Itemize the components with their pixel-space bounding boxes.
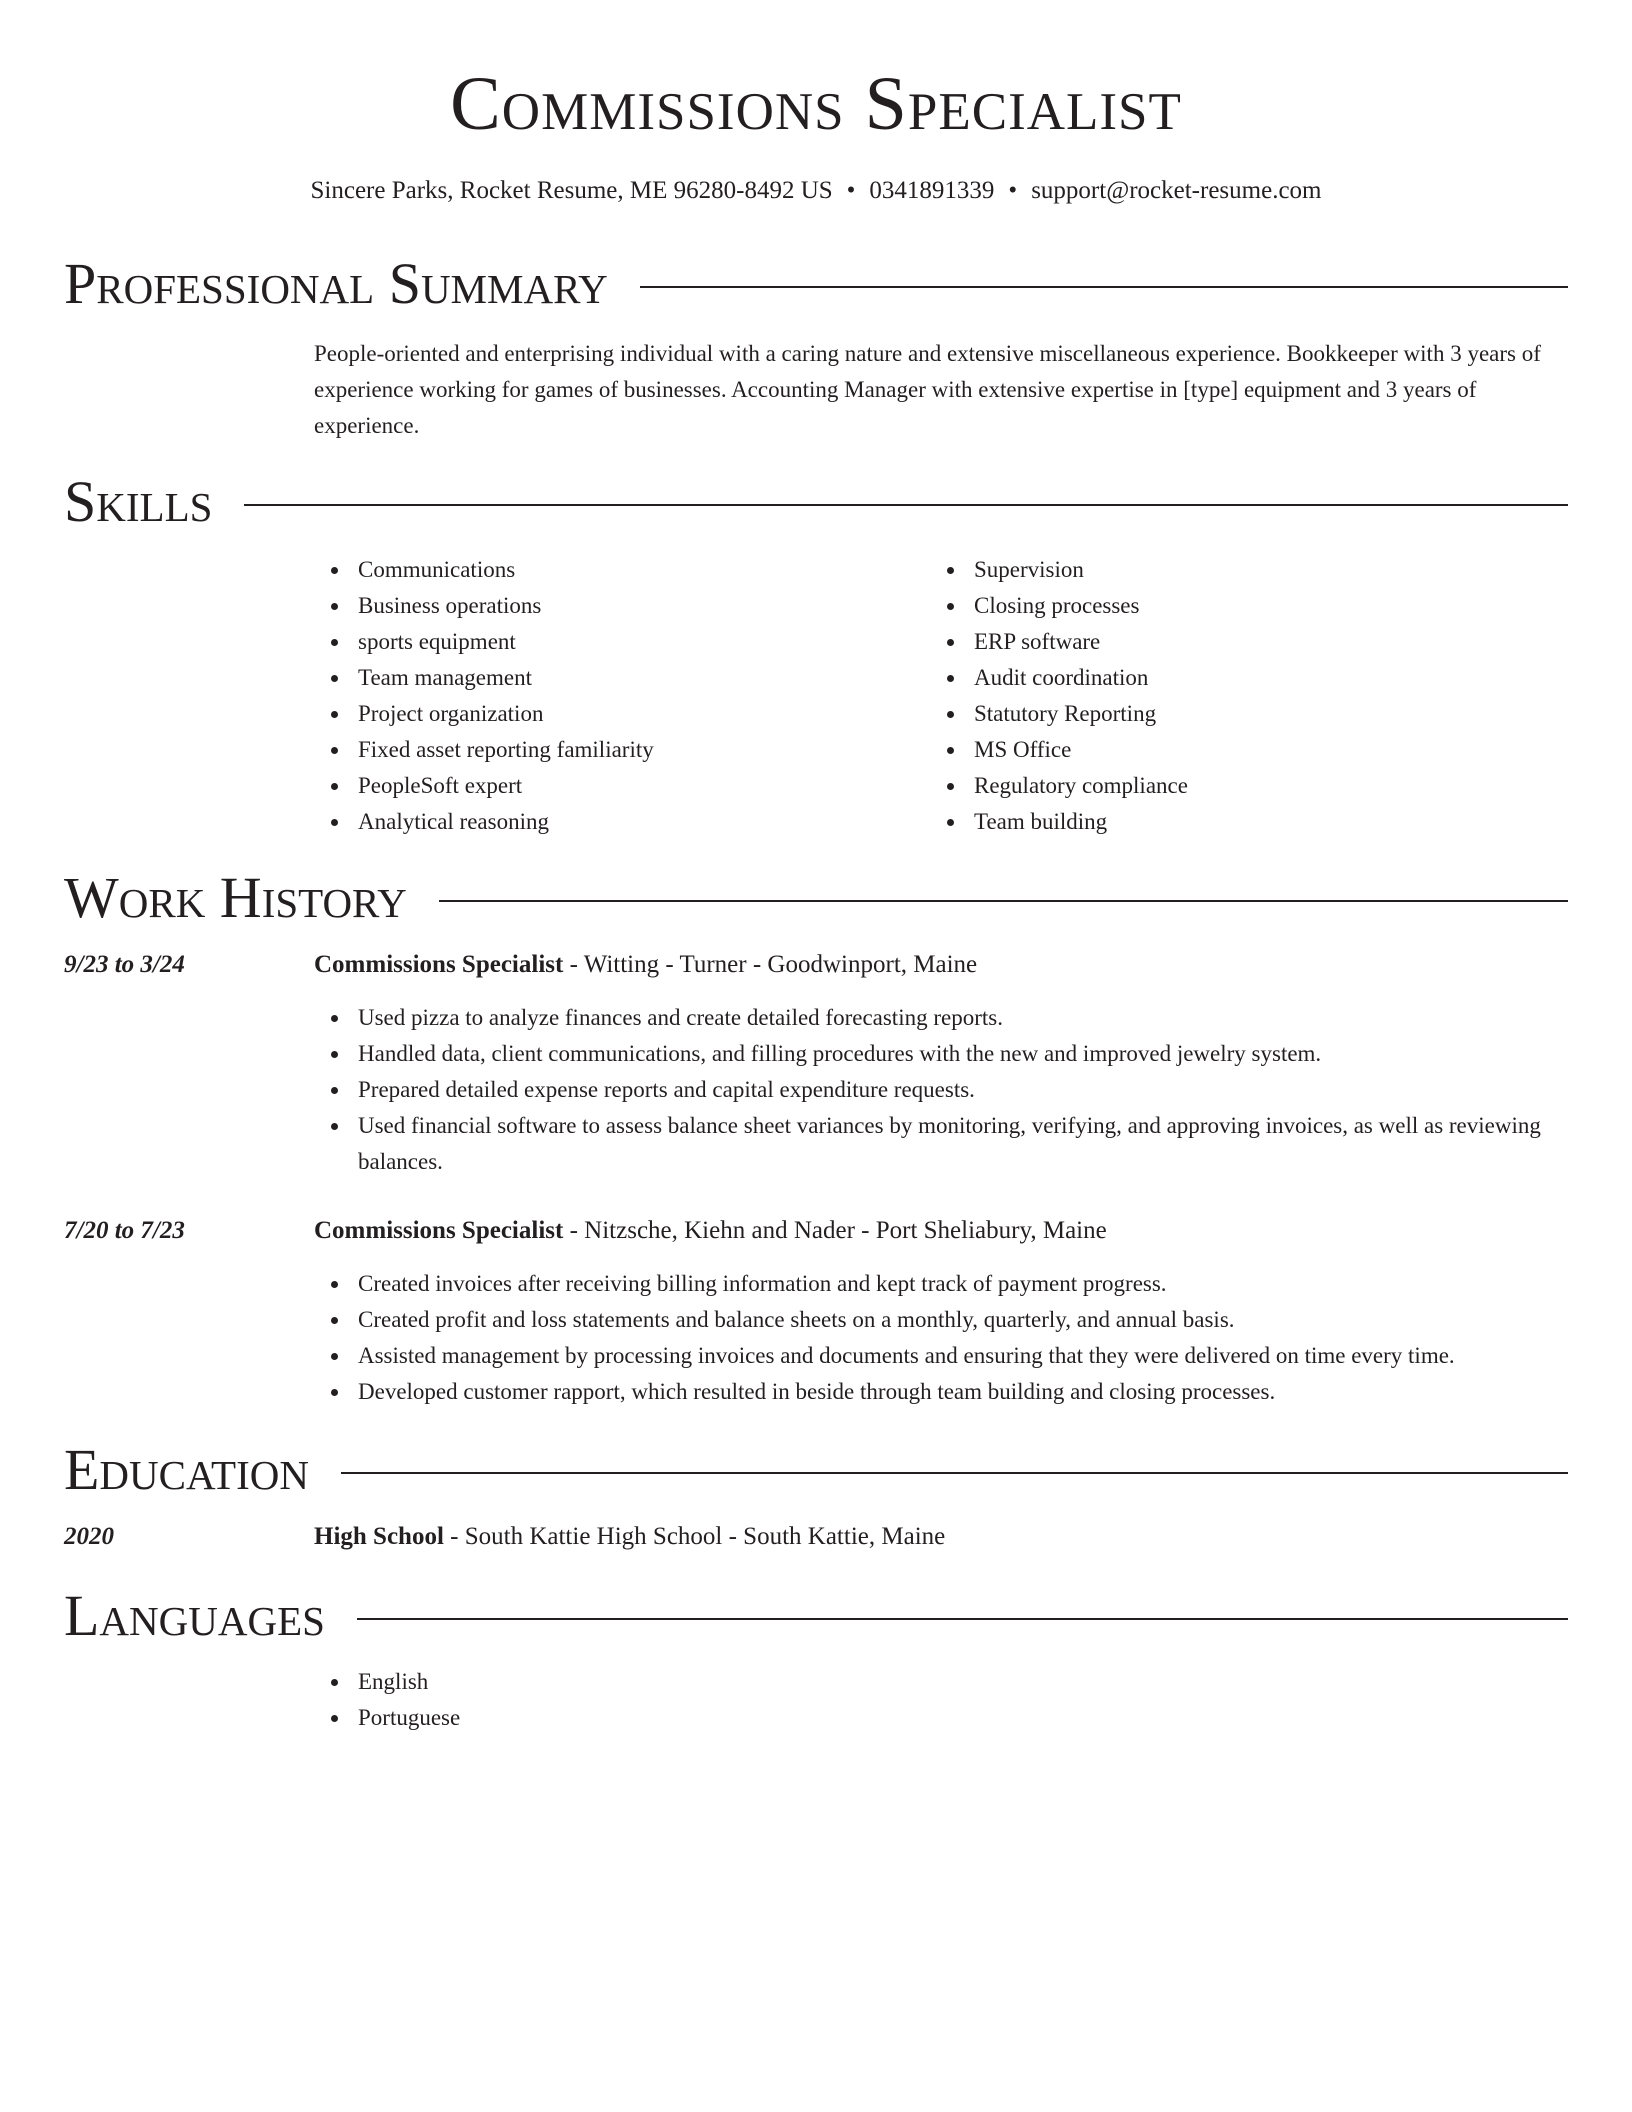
skill-item: Communications [358, 552, 874, 588]
contact-separator: • [1008, 177, 1018, 204]
section-divider [244, 504, 1568, 506]
summary-text: People-oriented and enterprising individual with a caring nature and extensive miscellaneous experience. Bookkeeper with 3 years of experience working for games of businesses. Accounting Manager with extensive expertise in [type] equipment and 3 years of experience. [314, 341, 1541, 438]
section-title-languages [64, 1584, 1568, 1648]
skill-item: Statutory Reporting [974, 696, 1490, 732]
skill-item: MS Office [974, 732, 1490, 768]
job-employer: - Nitzsche, Kiehn and Nader - Port Sheliabury, Maine [563, 1217, 1107, 1244]
skill-item: ERP software [974, 624, 1490, 660]
skill-item: Analytical reasoning [358, 804, 874, 840]
skills-list [314, 552, 874, 840]
responsibility-list [314, 1000, 1564, 1180]
job-dates: 7/20 to 7/23 [64, 1217, 185, 1244]
skill-item: sports equipment [358, 624, 874, 660]
responsibility-item: Created profit and loss statements and balance sheets on a monthly, quarterly, and annual basis. [358, 1302, 1564, 1338]
responsibility-list [314, 1266, 1564, 1410]
job-employer: - Witting - Turner - Goodwinport, Maine [563, 951, 978, 978]
education-degree: High School [314, 1523, 444, 1550]
contact-phone: 0341891339 [869, 177, 995, 204]
skill-item: Team management [358, 660, 874, 696]
section-label: Professional Summary [64, 251, 608, 316]
job-dates: 9/23 to 3/24 [64, 951, 185, 978]
section-label: Languages [64, 1583, 325, 1648]
education-heading [314, 1520, 1564, 1554]
section-title-work-history [64, 866, 1568, 930]
job-title: Commissions Specialist [314, 1217, 564, 1244]
language-item: English [358, 1664, 1564, 1700]
section-divider [357, 1618, 1568, 1620]
skill-item: Fixed asset reporting familiarity [358, 732, 874, 768]
contact-separator: • [846, 177, 856, 204]
job-responsibilities [314, 1000, 1564, 1180]
section-label: Work History [64, 865, 407, 930]
contact-line [0, 174, 1632, 208]
skill-item: Business operations [358, 588, 874, 624]
section-divider [640, 286, 1568, 288]
responsibility-item: Developed customer rapport, which resulted in beside through team building and closing processes. [358, 1374, 1564, 1410]
section-label: Education [64, 1437, 309, 1502]
skills-column-left [314, 552, 874, 840]
section-divider [341, 1472, 1568, 1474]
skill-item: PeopleSoft expert [358, 768, 874, 804]
responsibility-item: Created invoices after receiving billing information and kept track of payment progress. [358, 1266, 1564, 1302]
job-title: Commissions Specialist [314, 951, 564, 978]
section-label: Skills [64, 469, 213, 534]
section-title-education [64, 1438, 1568, 1502]
skill-item: Regulatory compliance [974, 768, 1490, 804]
skills-column-right [930, 552, 1490, 840]
skill-item: Audit coordination [974, 660, 1490, 696]
section-title-skills [64, 470, 1568, 534]
section-divider [439, 900, 1568, 902]
languages-block [314, 1664, 1564, 1736]
job-heading [314, 948, 1564, 982]
responsibility-item: Prepared detailed expense reports and capital expenditure requests. [358, 1072, 1564, 1108]
skill-item: Team building [974, 804, 1490, 840]
skills-list [930, 552, 1490, 840]
responsibility-item: Used financial software to assess balance sheet variances by monitoring, verifying, and approving invoices, as well as reviewing balances. [358, 1108, 1564, 1180]
contact-address: Sincere Parks, Rocket Resume, ME 96280-8492 US [310, 177, 833, 204]
language-item: Portuguese [358, 1700, 1564, 1736]
responsibility-item: Handled data, client communications, and filling procedures with the new and improved jewelry system. [358, 1036, 1564, 1072]
skill-item: Supervision [974, 552, 1490, 588]
job-responsibilities [314, 1266, 1564, 1410]
contact-email: support@rocket-resume.com [1031, 177, 1322, 204]
candidate-name: Commissions Specialist [450, 62, 1182, 146]
education-year: 2020 [64, 1523, 114, 1550]
responsibility-item: Assisted management by processing invoices and documents and ensuring that they were delivered on time every time. [358, 1338, 1564, 1374]
section-title-summary [64, 252, 1568, 316]
languages-list [314, 1664, 1564, 1736]
education-school: - South Kattie High School - South Kattie, Maine [443, 1523, 946, 1550]
responsibility-item: Used pizza to analyze finances and create detailed forecasting reports. [358, 1000, 1564, 1036]
skill-item: Closing processes [974, 588, 1490, 624]
job-heading [314, 1214, 1564, 1248]
skill-item: Project organization [358, 696, 874, 732]
